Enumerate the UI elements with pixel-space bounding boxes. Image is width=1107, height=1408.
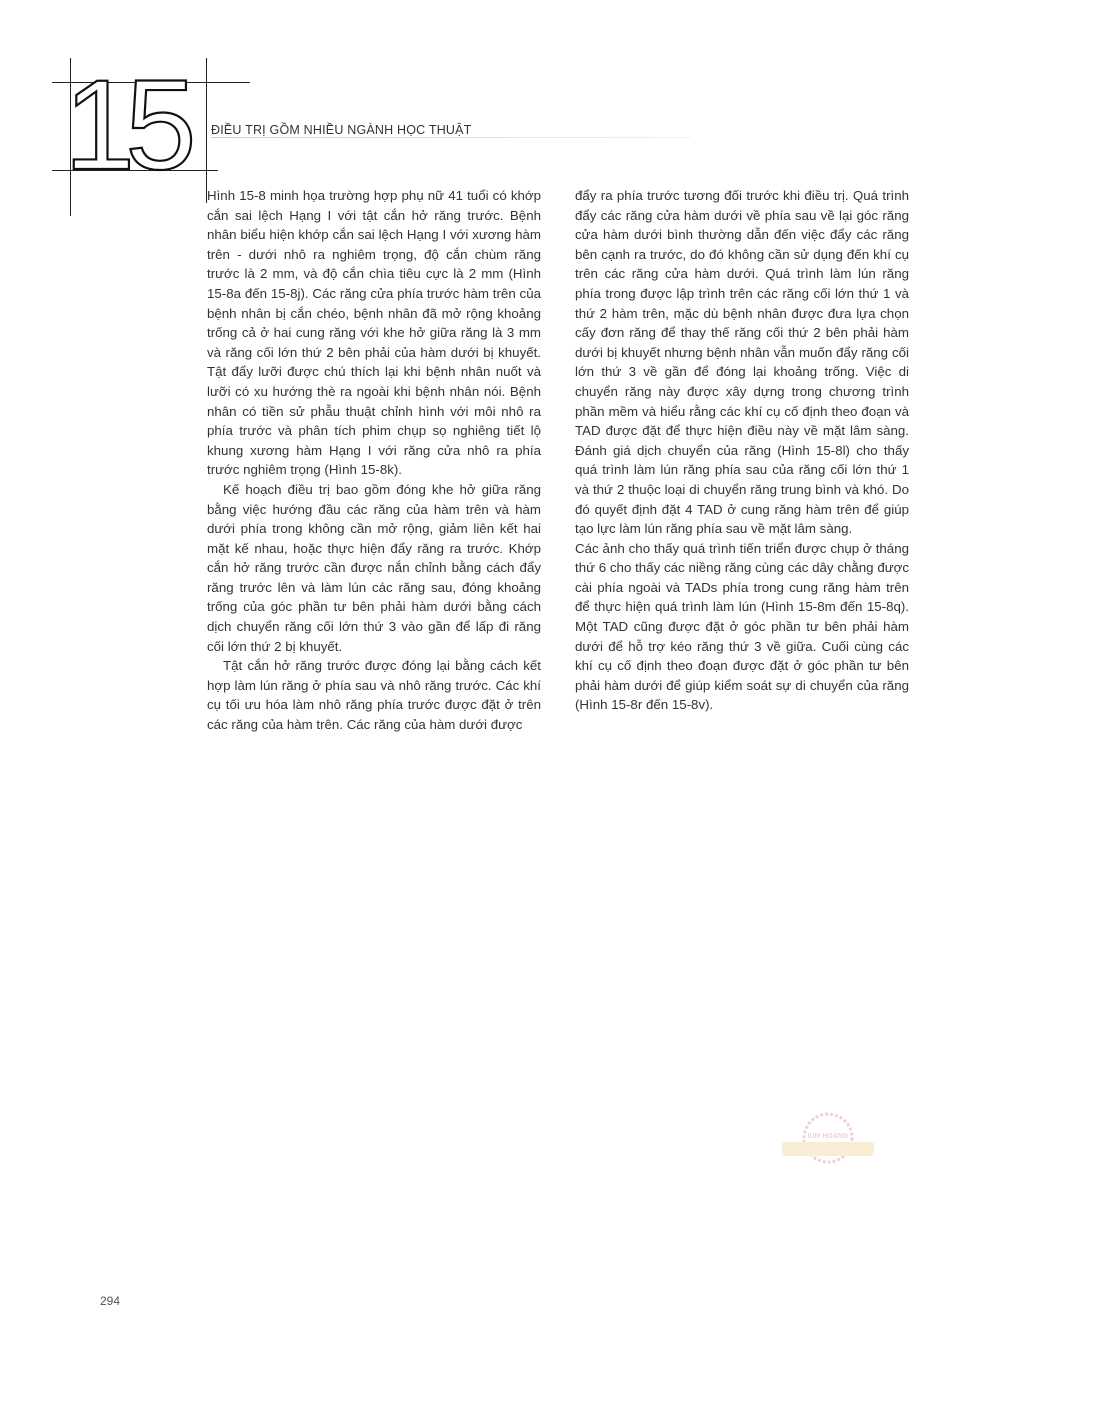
left-paragraph-1: Hình 15-8 minh họa trường hợp phụ nữ 41 tuổi có khớp cắn sai lệch Hạng I với tật cắn hở răng trước. Bệnh nhân biểu hiện khớp cắn sai lệch Hạng I với xương hàm trên - dưới nhô ra nghiêm trọng, độ cắn chùm răng trước là 2 mm, và độ cắn chìa tiêu cực là 2 mm (Hình 15-8a đến 15-8j). Các răng cửa phía trước hàm trên của bệnh nhân bị cắn chéo, bệnh nhân đã mở rộng khoảng trống cả ở hai cung răng với khe hở giữa răng là 3 mm và răng cối lớn thứ 2 bên phải của hàm dưới bị khuyết. Tật đẩy lưỡi được chú thích lại khi bệnh nhân nuốt và lưỡi có xu hướng thè ra ngoài khi bệnh nhân nói. Bệnh nhân có tiền sử phẫu thuật chỉnh hình với môi nhô ra phía trước và phân tích phim chụp sọ nghiêng tiết lộ khung xương hàm Hạng I với răng cửa nhô ra phía trước nghiêm trọng (Hình 15-8k). bbox=[207, 188, 541, 478]
left-column bbox=[207, 186, 541, 735]
left-paragraph-3: Tật cắn hở răng trước được đóng lại bằng cách kết hợp làm lún răng ở phía sau và nhô răng trước. Các khí cụ tối ưu hóa làm nhô răng phía trước được đặt ở trên các răng của hàm trên. Các răng của hàm dưới được bbox=[207, 658, 541, 733]
chapter-number: 15 bbox=[64, 54, 187, 197]
stamp-text: KIM HOÀNG bbox=[807, 1133, 849, 1140]
watermark-stamp bbox=[780, 1106, 876, 1172]
right-paragraph-2: Các ảnh cho thấy quá trình tiến triển được chụp ở tháng thứ 6 cho thấy các niềng răng cùng các dây chằng được cài phía ngoài và TADs phía trong cung răng hàm trên để thực hiện quá trình làm lún (Hình 15-8m đến 15-8q). Một TAD cũng được đặt ở góc phần tư bên phải hàm dưới để hỗ trợ kéo răng thứ 3 về giữa. Cuối cùng các khí cụ cố định theo đoạn được đặt ở góc phần tư bên phải hàm dưới để giúp kiểm soát sự di chuyển của răng (Hình 15-8r đến 15-8v). bbox=[575, 540, 909, 713]
page-number: 294 bbox=[100, 1294, 121, 1308]
left-paragraph-2: Kế hoạch điều trị bao gồm đóng khe hở giữa răng bằng việc hướng đầu các răng của hàm trên và hàm dưới phía trong không cần mở rộng, giảm liên kết hai mặt kế nhau, hoặc thực hiện đẩy răng ra trước. Khớp cắn hở răng trước cần được nắn chỉnh bằng cách đẩy răng trước lên và làm lún các răng sau, đóng khoảng trống của góc phần tư bên phải hàm dưới bằng cách dịch chuyển răng cối lớn thứ 3 vào gần để lấp đi răng cối lớn thứ 2 bị khuyết. bbox=[207, 481, 541, 654]
crop-line-vertical-right bbox=[206, 58, 207, 203]
chapter-title: ĐIỀU TRỊ GỒM NHIỀU NGÀNH HỌC THUẬT bbox=[211, 123, 472, 137]
title-rule bbox=[211, 137, 691, 138]
right-paragraph-1: đẩy ra phía trước tương đối trước khi điều trị. Quá trình đẩy các răng cửa hàm dưới về phía sau về lại góc răng cửa hàm dưới bình thường dẫn đến việc đẩy các răng bên cạnh ra trước, do đó không cần sử dụng đến khí cụ trên các răng cửa hàm dưới. Quá trình làm lún răng phía trong được lập trình trên các răng cối lớn thứ 1 và thứ 2 hàm trên, mặc dù bệnh nhân được đưa lựa chọn cấy đơn răng để thay thế răng cối thứ 2 bên phải hàm dưới bị khuyết nhưng bệnh nhân vẫn muốn đẩy răng cối lớn thứ 3 về gần để đóng lại khoảng trống. Việc di chuyển răng này được xây dựng trong chương trình phần mềm và hiểu rằng các khí cụ cố định theo đoạn và TAD được đặt để thực hiện điều này về mặt lâm sàng. Đánh giá dịch chuyển của răng (Hình 15-8l) cho thấy quá trình làm lún răng phía sau của răng cối lớn thứ 1 và thứ 2 thuộc loại di chuyển răng trung bình và khó. Do đó quyết định đặt 4 TAD ở cung răng hàm trên để giúp tạo lực làm lún răng phía sau về mặt lâm sàng. bbox=[575, 188, 909, 537]
right-column bbox=[575, 186, 909, 715]
